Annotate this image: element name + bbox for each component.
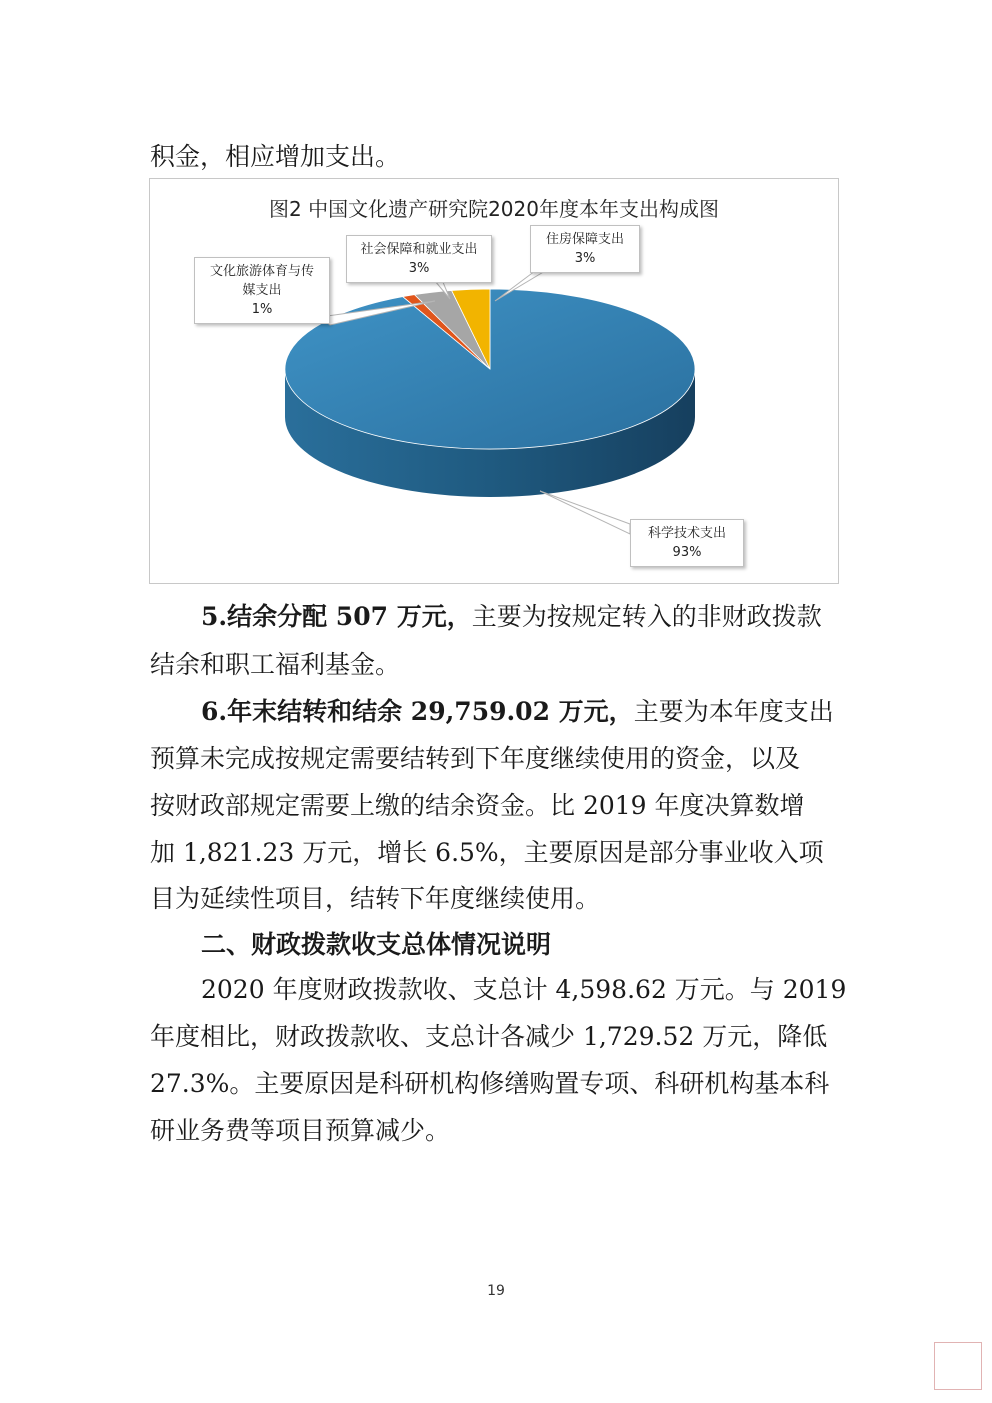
paragraph-6-rest: 主要为本年度支出 <box>633 697 834 726</box>
callout-social-security <box>346 235 492 283</box>
callout-housing <box>530 225 640 273</box>
section-heading: 二、财政拨款收支总体情况说明 <box>201 930 552 959</box>
callout-social-pct: 3% <box>408 261 430 276</box>
callout-science-label: 科学技术支出 <box>647 526 726 541</box>
callout-culture-pct: 1% <box>251 302 273 317</box>
paragraph-6-line2: 预算未完成按规定需要结转到下年度继续使用的资金，以及 <box>150 744 801 773</box>
paragraph-5-line2: 结余和职工福利基金。 <box>150 650 401 679</box>
callout-science <box>630 519 744 567</box>
section-2-line3: 27.3%。主要原因是科研机构修缮购置专项、科研机构基本科 <box>150 1069 830 1098</box>
callout-culture-line2: 媒支出 <box>242 283 282 298</box>
paragraph-6-lead: 6.年末结转和结余 29,759.02 万元， <box>201 697 634 726</box>
paragraph-6-line1 <box>201 697 834 727</box>
paragraph-5-line1 <box>201 602 822 632</box>
paragraph-6-line5: 目为延续性项目，结转下年度继续使用。 <box>150 884 601 913</box>
text-line: 积金，相应增加支出。 <box>150 142 401 171</box>
paragraph-5-rest: 主要为按规定转入的非财政拨款 <box>471 602 822 631</box>
callout-housing-label: 住房保障支出 <box>545 232 624 247</box>
callout-science-pct: 93% <box>672 545 702 560</box>
section-2-line1: 2020 年度财政拨款收、支总计 4,598.62 万元。与 2019 <box>201 975 847 1004</box>
callout-housing-pct: 3% <box>574 251 596 266</box>
page-number: 19 <box>487 1283 505 1299</box>
callout-social-label: 社会保障和就业支出 <box>360 242 478 257</box>
pie-chart <box>149 178 839 584</box>
paragraph-6-line3: 按财政部规定需要上缴的结余资金。比 2019 年度决算数增 <box>150 791 805 820</box>
seal-stamp-icon <box>934 1342 982 1390</box>
callout-culture-line1: 文化旅游体育与传 <box>209 264 314 279</box>
section-2-line4: 研业务费等项目预算减少。 <box>150 1116 451 1145</box>
callout-leader-science <box>540 491 630 534</box>
section-2-line2: 年度相比，财政拨款收、支总计各减少 1,729.52 万元，降低 <box>150 1022 828 1051</box>
chart-title: 图2 中国文化遗产研究院2020年度本年支出构成图 <box>269 197 719 221</box>
paragraph-5-lead: 5.结余分配 507 万元， <box>201 602 472 631</box>
paragraph-6-line4: 加 1,821.23 万元，增长 6.5%，主要原因是部分事业收入项 <box>150 838 824 867</box>
callout-culture-media <box>194 257 330 324</box>
